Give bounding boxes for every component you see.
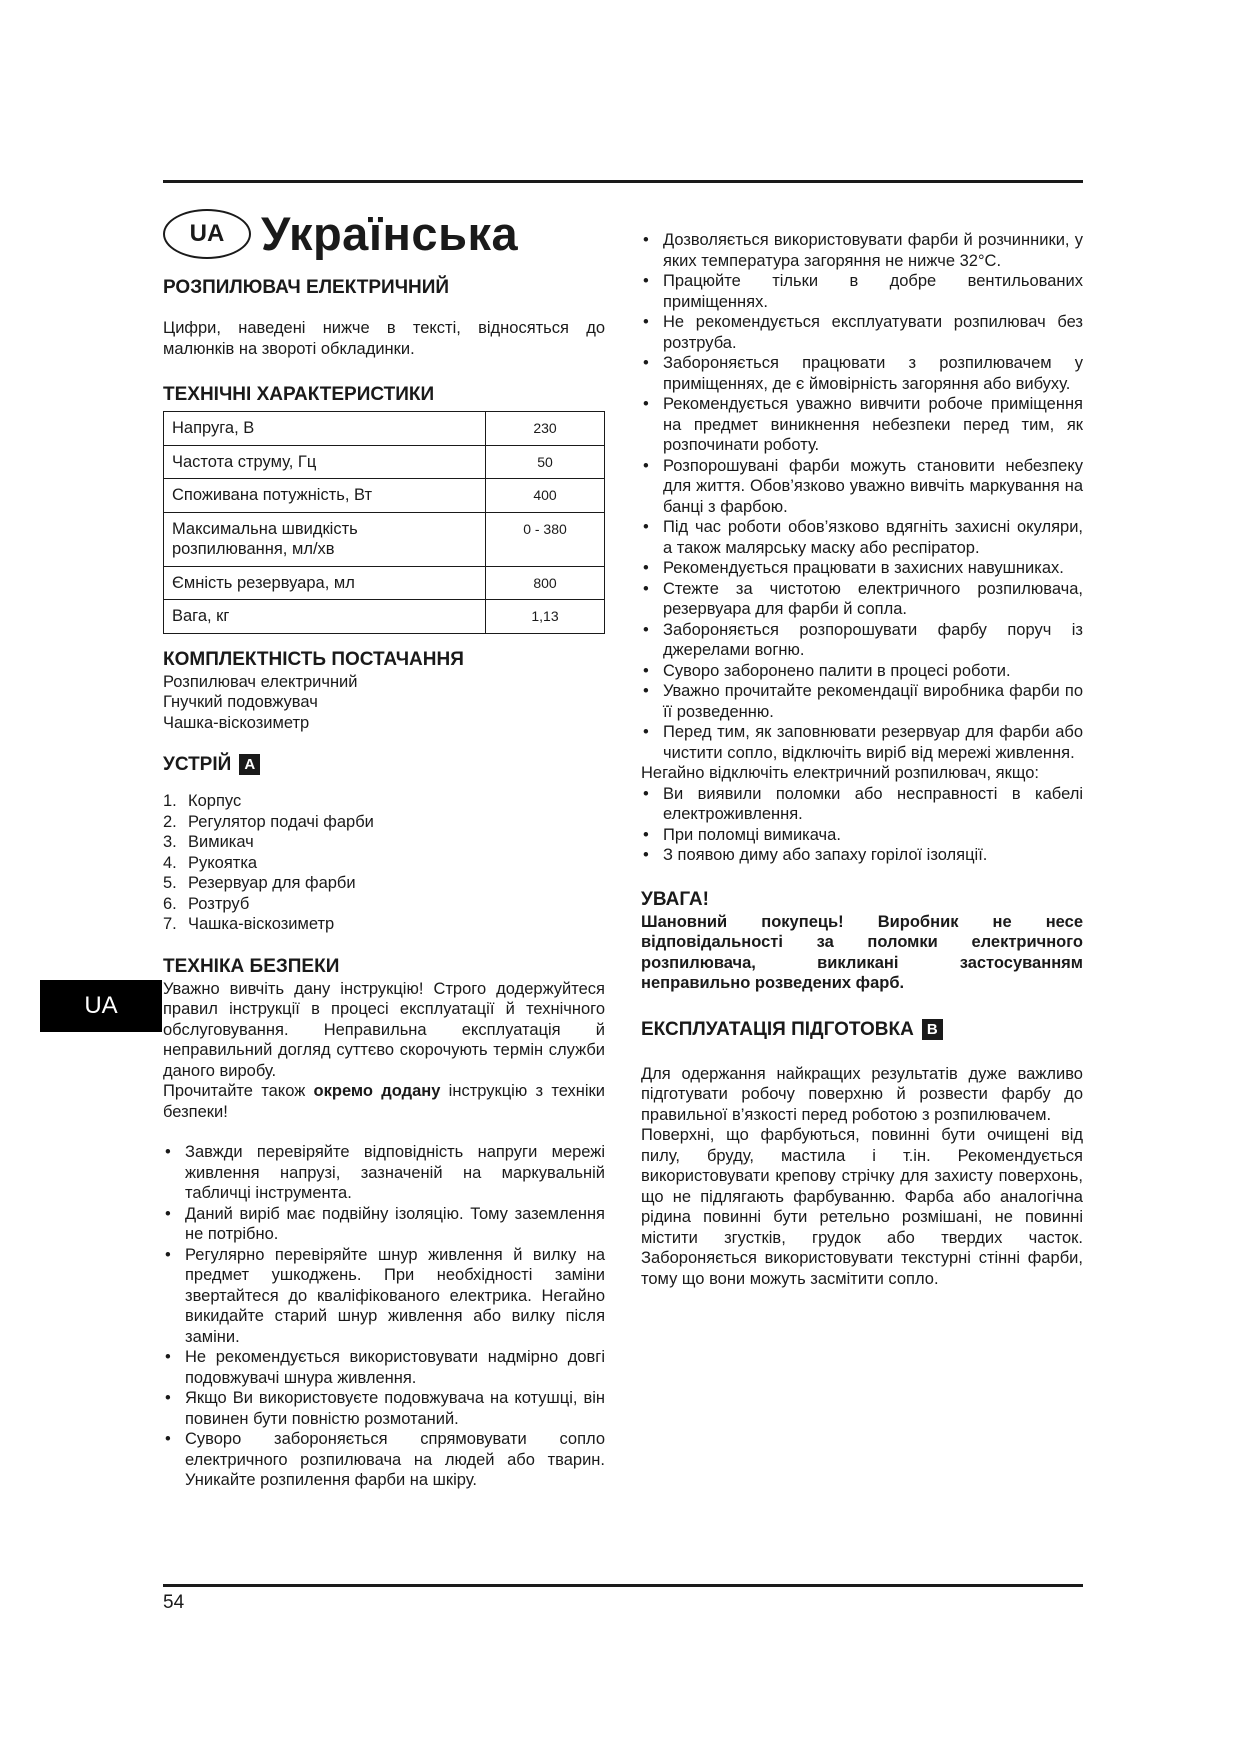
spec-value: 50 xyxy=(486,445,605,479)
list-item: • Не рекомендується використовувати надмірно довгі подовжувачі шнура живлення. xyxy=(165,1348,605,1387)
left-column xyxy=(163,196,605,1491)
safety-intro: Уважно вивчіть дану інструкцію! Строго додержуйтеся правил інструкції в процесі експлуатації й технічного обслуговування. Неправильна експлуатація й неправильний догляд суттєво скорочують термін служби даного виробу. xyxy=(163,979,605,1080)
operation-heading xyxy=(641,1018,1083,1042)
spec-label: Вага, кг xyxy=(164,600,486,634)
spec-label: Частота струму, Гц xyxy=(164,445,486,479)
spec-value: 230 xyxy=(486,412,605,446)
operation-paragraph: Поверхні, що фарбуються, повинні бути очищені від пилу, бруду, мастила і т.ін. Рекомендується використовувати крепову стрічку для захисту поверхонь, що не підлягають фарбуванню. Фарба або аналогічна рідина повинні бути ретельно розмішані, не повинні містити згустків, грудок або твердих часток. Забороняється використовувати текстурні стінні фарби, тому що вони можуть засмітити сопло. xyxy=(641,1126,1083,1288)
list-item: 1. Корпус xyxy=(163,792,242,810)
list-item: • Завжди перевіряйте відповідність напруги мережі живлення напрузі, зазначеній на маркувальній табличці інструмента. xyxy=(165,1143,605,1202)
list-item: • Даний виріб має подвійну ізоляцію. Тому заземлення не потрібно. xyxy=(165,1204,605,1243)
table-row xyxy=(164,445,605,479)
bottom-rule xyxy=(163,1584,1083,1587)
list-item: • Регулярно перевіряйте шнур живлення й вилку на предмет ушкоджень. При необхідності заміни звертайтеся до кваліфікованого електрика. Негайно викидайте старий шнур живлення або вилку після заміни. xyxy=(165,1245,605,1346)
specs-heading: ТЕХНІЧНІ ХАРАКТЕРИСТИКИ xyxy=(163,384,435,405)
list-item: • Під час роботи обов’язково вдягніть захисні окуляри, а також малярську маску або респіратор. xyxy=(643,518,1083,557)
table-row xyxy=(164,600,605,634)
list-item: • Суворо забороняється спрямовувати сопло електричного розпилювача на людей або тварин. Уникайте розпилення фарби на шкіру. xyxy=(165,1430,605,1489)
list-item: • Рекомендується працювати в захисних навушниках. xyxy=(643,559,1064,577)
page-number: 54 xyxy=(163,1592,185,1613)
spec-value: 0 - 380 xyxy=(486,512,605,566)
list-item: • Перед тим, як заповнювати резервуар для фарби або чистити сопло, відключіть виріб від мережі живлення. xyxy=(643,723,1083,762)
list-item: • Рекомендується уважно вивчити робоче приміщення на предмет виникнення небезпеки перед тим, як розпочинати роботу. xyxy=(643,395,1083,454)
list-item: • При поломці вимикача. xyxy=(643,825,841,844)
figure-badge-a: A xyxy=(239,754,260,775)
package-item: Чашка-віскозиметр xyxy=(163,713,310,732)
specs-table xyxy=(163,411,605,634)
language-badge: UA xyxy=(163,209,251,259)
safety-heading: ТЕХНІКА БЕЗПЕКИ xyxy=(163,955,340,977)
list-item: • Ви виявили поломки або несправності в кабелі електроживлення. xyxy=(643,784,1083,823)
package-item: Розпилювач електричний xyxy=(163,672,358,691)
safety-list-right xyxy=(641,230,1083,763)
table-row xyxy=(164,479,605,513)
safety-note: Прочитайте також окремо додану інструкцію з техніки безпеки! xyxy=(163,1082,605,1121)
spec-label: Максимальна швидкість розпилювання, мл/хв xyxy=(164,512,486,566)
list-item: 2. Регулятор подачі фарби xyxy=(163,812,374,831)
list-item: • Забороняється працювати з розпилювачем у приміщеннях, де є ймовірність загоряння або вибуху. xyxy=(643,354,1083,393)
disconnect-intro: Негайно відключіть електричний розпилювач, якщо: xyxy=(641,764,1039,782)
page-title: Українська xyxy=(261,206,519,260)
list-item: 6. Розтруб xyxy=(163,894,250,913)
figure-badge-b: B xyxy=(922,1019,943,1040)
disconnect-list xyxy=(641,784,1083,866)
list-item: • Уважно прочитайте рекомендації виробника фарби по її розведенню. xyxy=(643,682,1083,721)
warning-text: Шановний покупець! Виробник не несе відповідальності за поломки електричного розпилювача, викликані застосуванням неправильно розведених фарб. xyxy=(641,912,1083,992)
list-item: 4. Рукоятка xyxy=(163,853,258,872)
list-item: 7. Чашка-віскозиметр xyxy=(163,915,335,933)
table-row xyxy=(164,512,605,566)
product-title: РОЗПИЛЮВАЧ ЕЛЕКТРИЧНИЙ xyxy=(163,277,450,298)
right-column xyxy=(641,188,1083,1289)
warning-heading: УВАГА! xyxy=(641,888,709,910)
spec-value: 400 xyxy=(486,479,605,513)
list-item: • Забороняється розпорошувати фарбу поруч із джерелами вогню. xyxy=(643,620,1083,659)
list-item: • Якщо Ви використовуєте подовжувача на котушці, він повинен бути повністю розмотаний. xyxy=(165,1389,605,1428)
spec-label: Напруга, В xyxy=(164,412,486,446)
title-row xyxy=(163,196,605,272)
list-item: • Не рекомендується експлуатувати розпилювач без розтруба. xyxy=(643,313,1083,352)
list-item: 5. Резервуар для фарби xyxy=(163,874,356,892)
list-item: 3. Вимикач xyxy=(163,833,254,851)
package-heading: КОМПЛЕКТНІСТЬ ПОСТАЧАННЯ xyxy=(163,648,464,670)
operation-paragraph: Для одержання найкращих результатів дуже важливо підготувати робочу поверхню й розвести фарбу до правильної в’язкості перед роботою з розпилювачем. xyxy=(641,1064,1083,1124)
list-item: • Суворо заборонено палити в процесі роботи. xyxy=(643,661,1011,680)
parts-list xyxy=(163,791,605,935)
spec-value: 1,13 xyxy=(486,600,605,634)
spec-label: Споживана потужність, Вт xyxy=(164,479,486,513)
list-item: • Розпорошувані фарби можуть становити небезпеку для життя. Обов’язково уважно вивчіть маркування на банці з фарбою. xyxy=(643,456,1083,516)
operation-heading-text: ЕКСПЛУАТАЦІЯ ПІДГОТОВКА xyxy=(641,1018,914,1040)
list-item: • З появою диму або запаху горілої ізоляції. xyxy=(643,846,988,864)
table-row xyxy=(164,566,605,600)
intro-text: Цифри, наведені нижче в тексті, відносяться до малюнків на звороті обкладинки. xyxy=(163,319,605,358)
top-rule xyxy=(163,180,1083,183)
device-heading-text: УСТРІЙ xyxy=(163,754,232,775)
package-item: Гнучкий подовжувач xyxy=(163,693,318,711)
list-item: • Дозволяється використовувати фарби й розчинники, у яких температура загоряння не нижче 32°С. xyxy=(643,231,1083,270)
table-row xyxy=(164,412,605,446)
safety-list-left xyxy=(163,1142,605,1491)
device-heading xyxy=(163,753,605,777)
spec-label: Ємність резервуара, мл xyxy=(164,566,486,600)
language-side-tab: UA xyxy=(40,980,162,1032)
list-item: • Працюйте тільки в добре вентильованих приміщеннях. xyxy=(643,272,1083,311)
spec-value: 800 xyxy=(486,566,605,600)
list-item: • Стежте за чистотою електричного розпилювача, резервуара для фарби й сопла. xyxy=(643,579,1083,618)
